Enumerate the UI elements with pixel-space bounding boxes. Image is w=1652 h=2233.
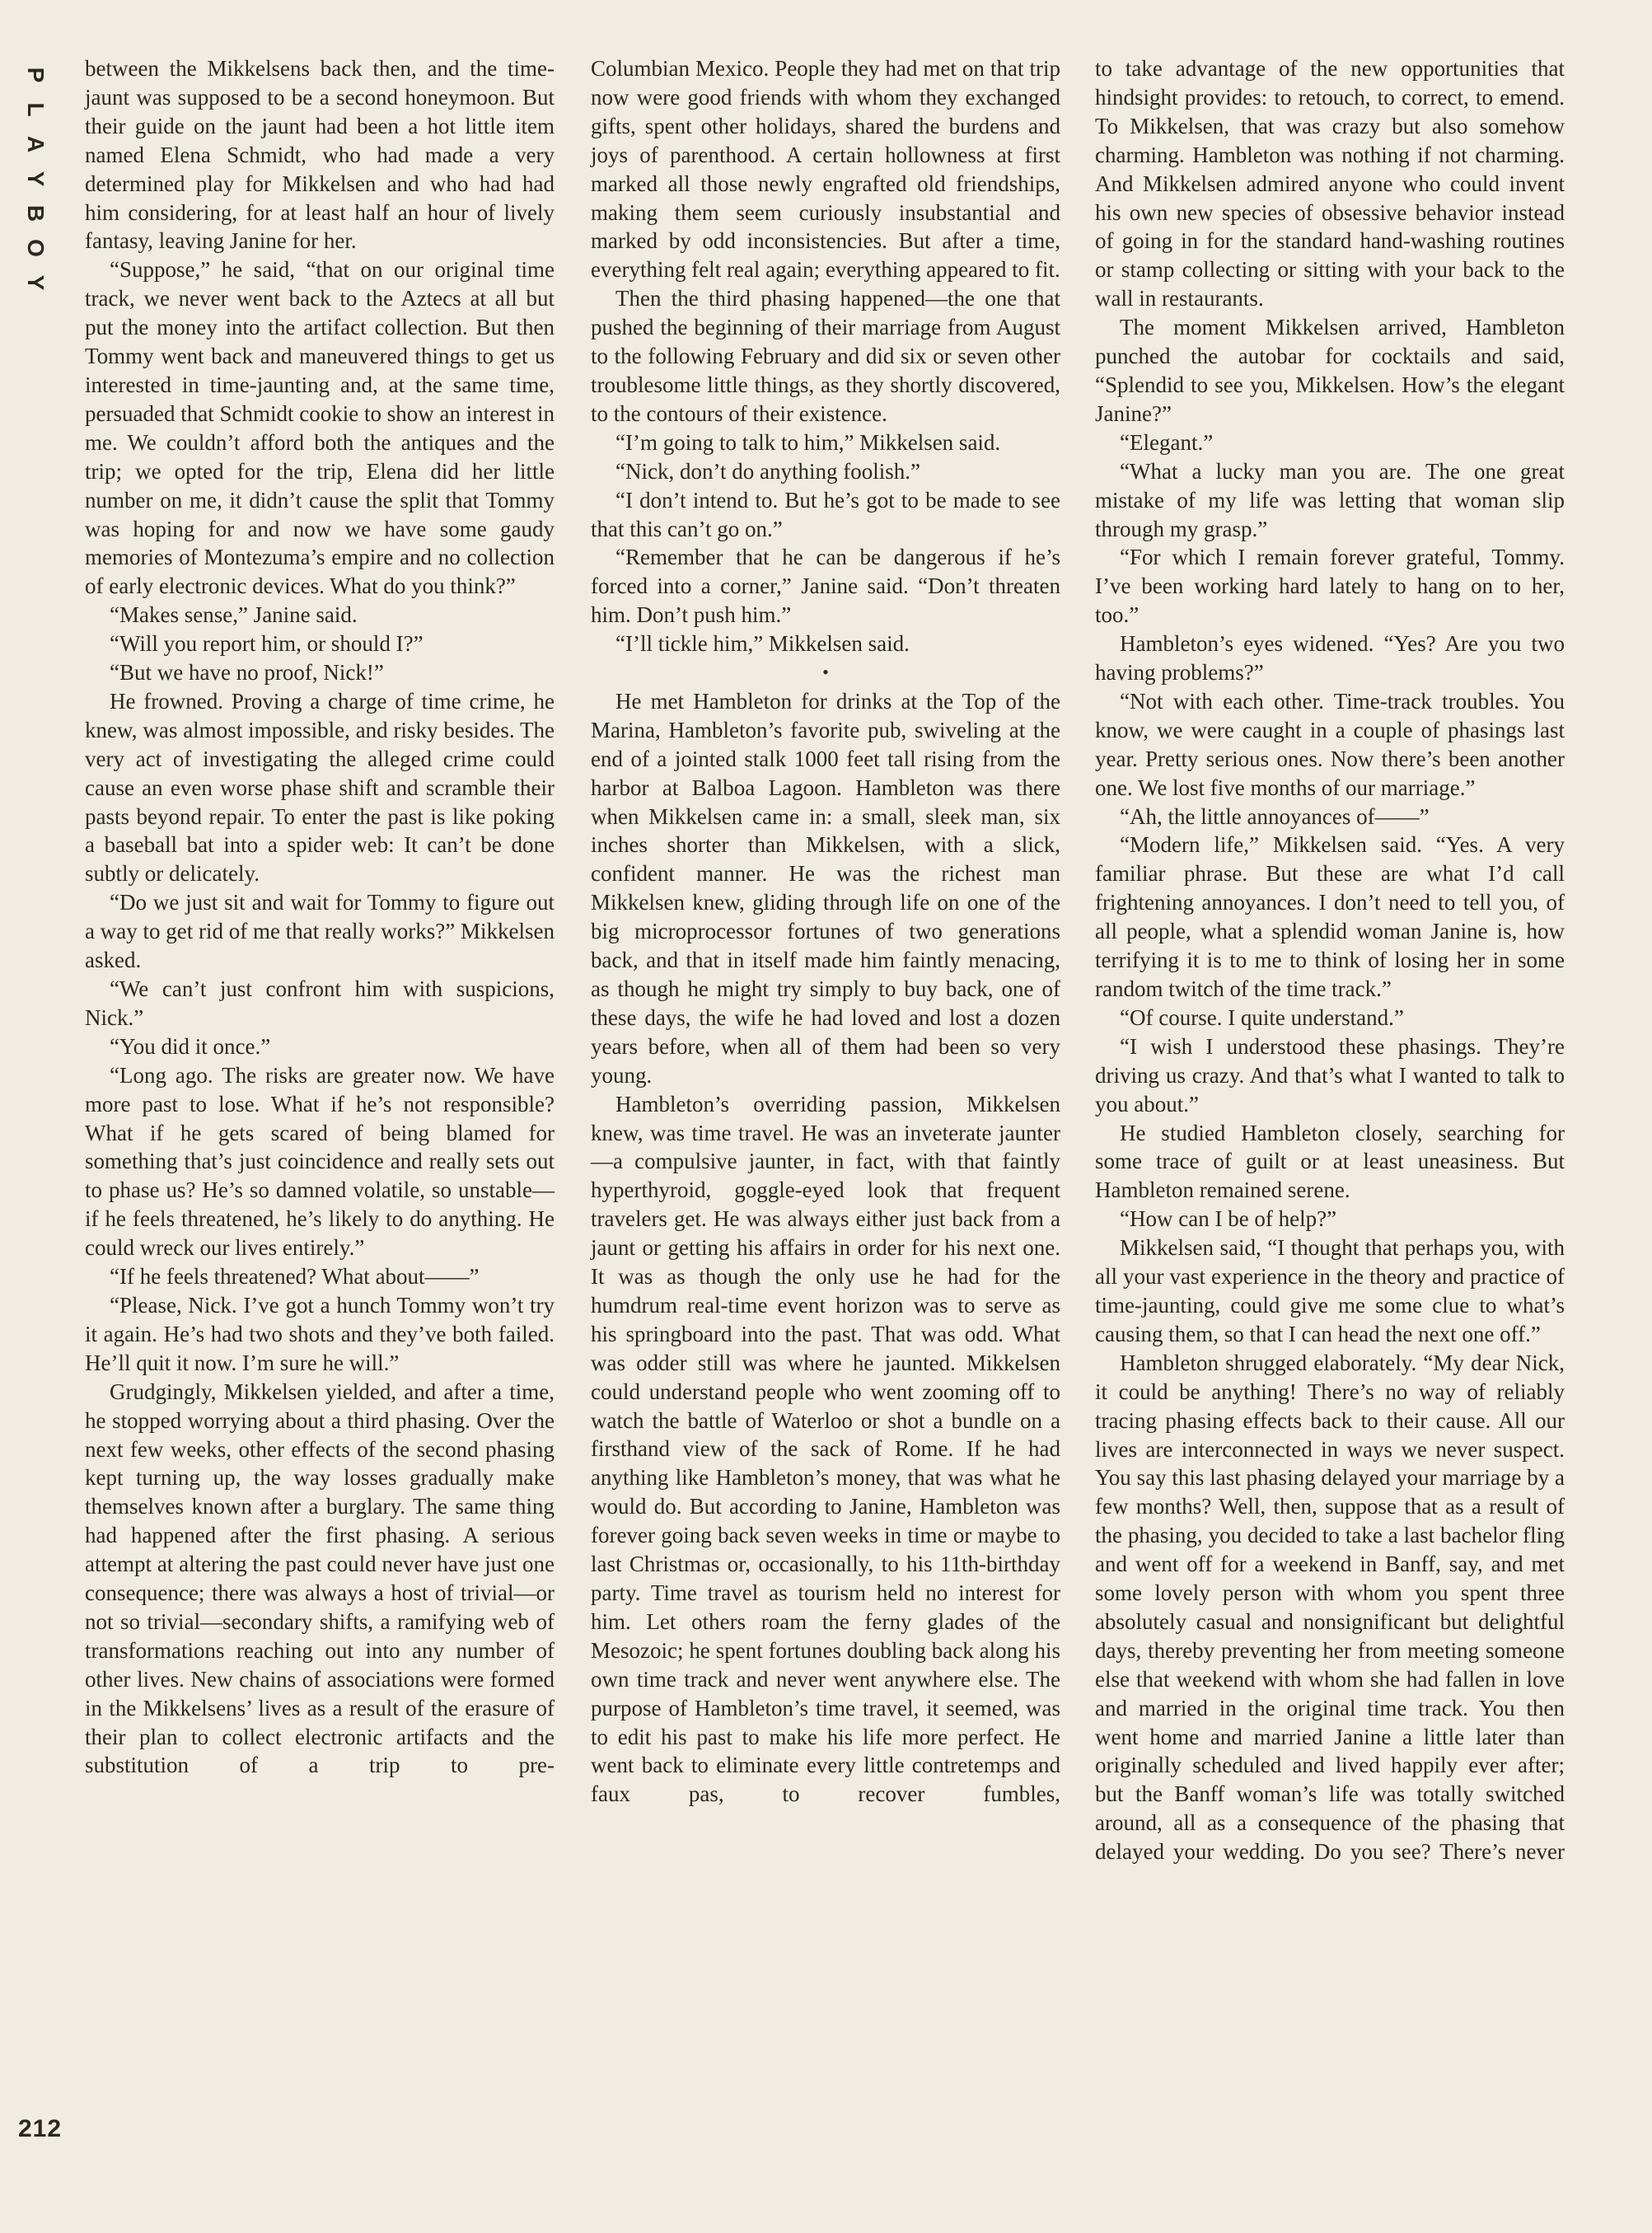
body-paragraph: between the Mikkelsens back then, and the time-jaunt was supposed to be a second honeymoon. But their guide on the jaunt had been a hot little item named Elena Schmidt, who had made a very determined play for Mikkelsen and who had had him considering, for at least half an hour of lively fantasy, leaving Janine for her. xyxy=(85,56,555,254)
masthead-letter: O xyxy=(23,239,49,257)
body-paragraph: Mikkelsen said, “I thought that perhaps you, with all your vast experience in the theory and practice of time-jaunting, could give me some clue to what’s causing them, so that I can head the next one off.” xyxy=(1095,1235,1565,1346)
body-paragraph: “For which I remain forever grateful, Tommy. I’ve been working hard lately to hang on to her, too.” xyxy=(1095,545,1565,628)
body-paragraph: He frowned. Proving a charge of time crime, he knew, was almost impossible, and risky besides. The very act of investigating the alleged crime could cause an even worse phase shift and scramble their pasts beyond repair. To enter the past is like poking a baseball bat into a spider web: It can’t be done subtly or delicately. xyxy=(85,688,555,887)
body-paragraph: Hambleton’s eyes widened. “Yes? Are you two having problems?” xyxy=(1095,631,1565,686)
body-paragraph: “I don’t intend to. But he’s got to be made to see that this can’t go on.” xyxy=(591,487,1060,541)
body-paragraph: “Elegant.” xyxy=(1120,429,1214,455)
masthead-vertical xyxy=(13,58,49,300)
column-3 xyxy=(1095,54,1565,1866)
masthead-letter: Y xyxy=(23,274,49,291)
body-paragraph: “Ah, the little annoyances of——” xyxy=(1120,803,1430,829)
masthead-letter: Y xyxy=(23,171,49,187)
body-paragraph: “If he feels threatened? What about——” xyxy=(110,1264,480,1290)
body-paragraph: Grudgingly, Mikkelsen yielded, and after a time, he stopped worrying about a third phasing. Over the next few weeks, other effects of the second phasing kept turning up, the way losses gradually make themselves known after a burglary. The same thing had happened after the first phasing. A serious attempt at altering the past could never have just one consequence; there was always a host of trivial—or not so trivial—secondary shifts, a ramifying web of transformations reaching out into any number of other lives. New chains of associations were formed in the Mikkelsens’ lives as a result of the erasure of their plan to collect electronic artifacts and the substitution of a trip to pre- xyxy=(85,1379,555,1778)
body-paragraph: “I wish I understood these phasings. They’re driving us crazy. And that’s what I wanted to talk to you about.” xyxy=(1095,1033,1565,1116)
body-paragraph: “Suppose,” he said, “that on our original time track, we never went back to the Aztecs at all but put the money into the artifact collection. But then Tommy went back and maneuvered things to get us interested in time-jaunting and, at the same time, persuaded that Schmidt cookie to show an interest in me. We couldn’t afford both the antiques and the trip; we opted for the trip, Elena did her little number on me, it didn’t cause the split that Tommy was hoping for and now we have some gaudy memories of Montezuma’s empire and no collection of early electronic devices. What do you think?” xyxy=(85,257,555,599)
page-number: 212 xyxy=(18,2115,63,2142)
body-paragraph: “We can’t just confront him with suspicions, Nick.” xyxy=(85,976,555,1030)
body-paragraph: “Nick, don’t do anything foolish.” xyxy=(615,458,920,484)
body-paragraph: “Of course. I quite understand.” xyxy=(1120,1004,1404,1030)
body-paragraph: to take advantage of the new opportunities that hindsight provides: to retouch, to correct, to emend. To Mikkelsen, that was crazy but also somehow charming. Hambleton was nothing if not charming. And Mikkelsen admired anyone who could invent his own new species of obsessive behavior instead of going in for the standard hand-washing routines or stamp collecting or sitting with your back to the wall in restaurants. xyxy=(1095,56,1565,311)
body-paragraph: “Will you report him, or should I?” xyxy=(110,631,424,657)
column-2 xyxy=(591,54,1060,1809)
masthead-letter: L xyxy=(23,102,49,117)
masthead-letter: P xyxy=(23,67,49,83)
masthead-letter: B xyxy=(23,204,49,222)
body-paragraph: He met Hambleton for drinks at the Top of the Marina, Hambleton’s favorite pub, swiveling at the end of a jointed stalk 1000 feet tall rising from the harbor at Balboa Lagoon. Hambleton was there when Mikkelsen came in: a small, sleek man, six inches shorter than Mikkelsen, with a slick, confident manner. He was the richest man Mikkelsen knew, gliding through life on one of the big microprocessor fortunes of two generations back, and that in itself made him faintly menacing, as though he might try simply to buy back, one of these days, the wife he had loved and lost a dozen years before, when all of them had been so very young. xyxy=(591,688,1060,1088)
body-paragraph: “Please, Nick. I’ve got a hunch Tommy won’t try it again. He’s had two shots and they’ve both failed. He’ll quit it now. I’m sure he will.” xyxy=(85,1292,555,1375)
body-paragraph: “Long ago. The risks are greater now. We have more past to lose. What if he’s not responsible? What if he gets scared of being blamed for something that’s just coincidence and really sets out to phase us? He’s so damned volatile, so unstable—if he feels threatened, he’s likely to do anything. He could wreck our lives entirely.” xyxy=(85,1062,555,1261)
masthead-letter: A xyxy=(23,135,49,153)
body-paragraph: He studied Hambleton closely, searching for some trace of guilt or at least uneasiness. But Hambleton remained serene. xyxy=(1095,1120,1565,1203)
body-paragraph: “Do we just sit and wait for Tommy to figure out a way to get rid of me that really works?” Mikkelsen asked. xyxy=(85,890,555,973)
body-paragraph: “You did it once.” xyxy=(110,1033,271,1059)
column-1 xyxy=(85,54,555,1780)
body-paragraph: Hambleton’s overriding passion, Mikkelsen knew, was time travel. He was an inveterate jaunter—a compulsive jaunter, in fact, with that faintly hyperthyroid, goggle-eyed look that frequent travelers get. He was always either just back from a jaunt or getting his affairs in order for his next one. It was as though the only use he had for the humdrum real-time event horizon was to serve as his springboard into the past. That was odd. What was odder still was where he jaunted. Mikkelsen could understand people who went zooming off to watch the battle of Waterloo or shot a bundle on a firsthand view of the sack of Rome. If he had anything like Hambleton’s money, that was what he would do. But according to Janine, Hambleton was forever going back seven weeks in time or maybe to last Christmas or, occasionally, to his 11th-birthday party. Time travel as tourism held no interest for him. Let others roam the ferny glades of the Mesozoic; he spent fortunes doubling back along his own time track and never went anywhere else. The purpose of Hambleton’s time travel, it seemed, was to edit his past to make his life more perfect. He went back to eliminate every little contretemps and faux pas, to recover fumbles, xyxy=(591,1091,1060,1807)
body-paragraph: The moment Mikkelsen arrived, Hambleton punched the autobar for cocktails and said, “Splendid to see you, Mikkelsen. How’s the elegant Janine?” xyxy=(1095,315,1565,426)
body-paragraph: “What a lucky man you are. The one great mistake of my life was letting that woman slip through my grasp.” xyxy=(1095,458,1565,541)
body-paragraph: “Remember that he can be dangerous if he’s forced into a corner,” Janine said. “Don’t threaten him. Don’t push him.” xyxy=(591,545,1060,628)
body-paragraph: “Makes sense,” Janine said. xyxy=(110,602,358,628)
section-break-bullet: • xyxy=(822,662,829,683)
body-paragraph: “I’m going to talk to him,” Mikkelsen said. xyxy=(615,429,1001,455)
body-paragraph: “But we have no proof, Nick!” xyxy=(110,660,384,686)
body-paragraph: “Modern life,” Mikkelsen said. “Yes. A very familiar phrase. But these are what I’d call frightening annoyances. I don’t need to tell you, of all people, what a splendid woman Janine is, how terrifying it is to me to think of losing her in some random twitch of the time track.” xyxy=(1095,832,1565,1001)
body-paragraph: “How can I be of help?” xyxy=(1120,1206,1337,1232)
body-paragraph: Columbian Mexico. People they had met on that trip now were good friends with whom they exchanged gifts, spent other holidays, shared the burdens and joys of parenthood. A certain hollowness at first marked all those newly engrafted old friendships, making them seem curiously insubstantial and marked by odd inconsistencies. But after a time, everything felt real again; everything appeared to fit. xyxy=(591,56,1060,283)
body-paragraph: “I’ll tickle him,” Mikkelsen said. xyxy=(615,631,910,657)
body-paragraph: “Not with each other. Time-track troubles. You know, we were caught in a couple of phasings last year. Pretty serious ones. Now there’s been another one. We lost five months of our marriage.” xyxy=(1095,688,1565,800)
body-paragraph: Then the third phasing happened—the one that pushed the beginning of their marriage from August to the following February and did six or seven other troublesome little things, as they shortly discovered, to the contours of their existence. xyxy=(591,286,1060,426)
body-paragraph: Hambleton shrugged elaborately. “My dear Nick, it could be anything! There’s no way of reliably tracing phasing effects back to their cause. All our lives are interconnected in ways we never suspect. You say this last phasing delayed your marriage by a few months? Well, then, suppose that as a result of the phasing, you decided to take a last bachelor fling and went off for a weekend in Banff, say, and met some lovely person with whom you spent three absolutely casual and nonsignificant but delightful days, thereby preventing her from meeting someone else that weekend with whom she had fallen in love and married in the original time track. You then went home and married Janine a little later than originally scheduled and lived happily ever after; but the Banff woman’s life was totally switched around, all as a consequence of the phasing that delayed your wedding. Do you see? There’s never xyxy=(1095,1350,1565,1865)
